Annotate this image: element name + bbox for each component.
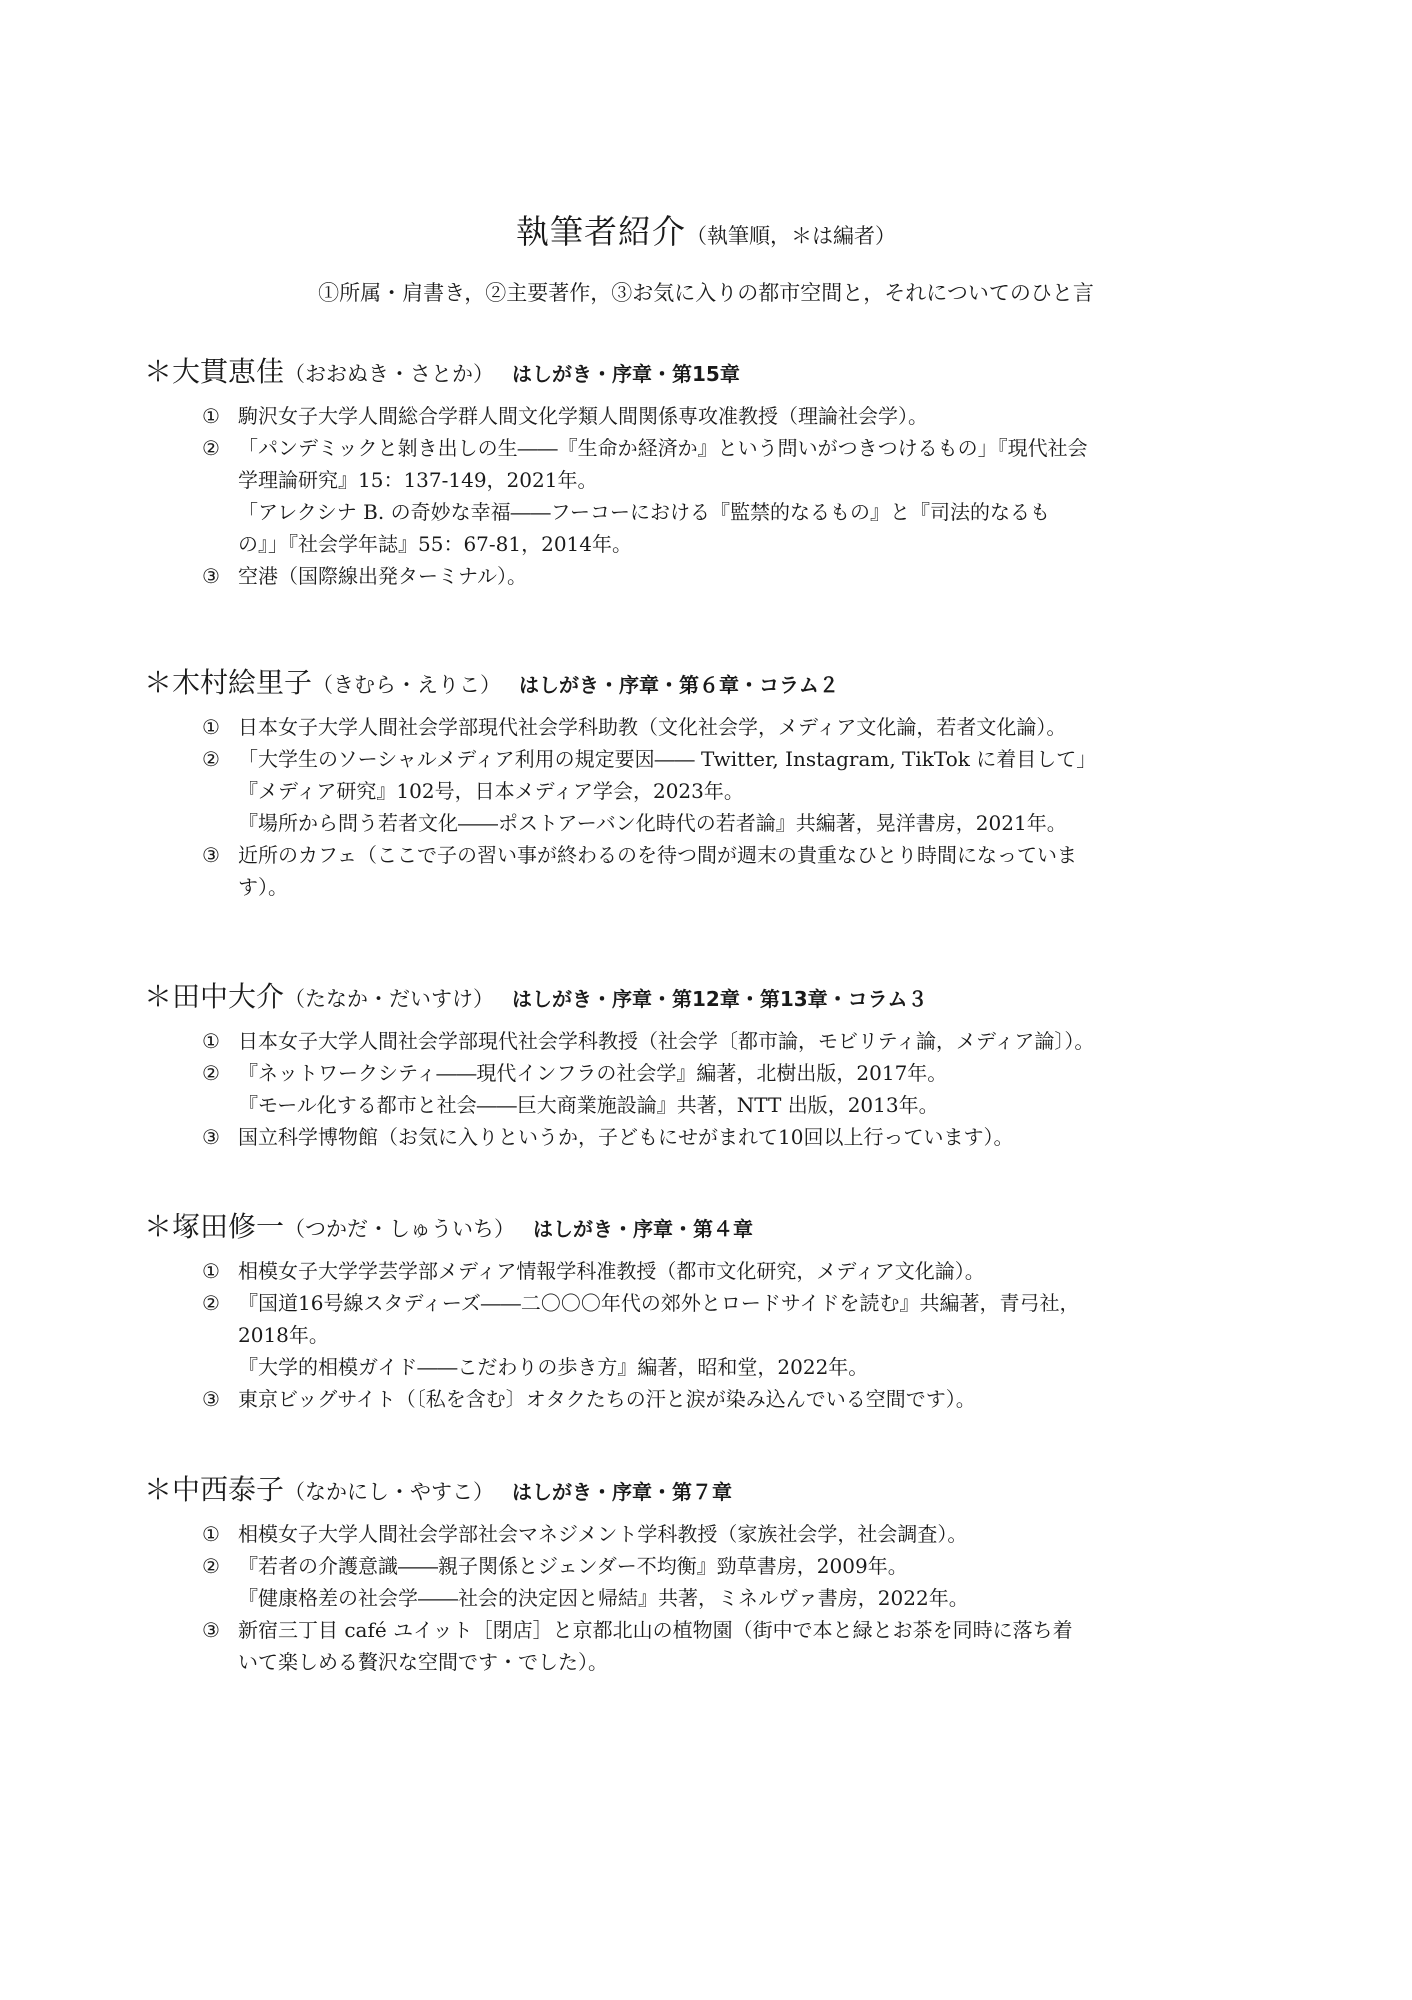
author-reading: （おおぬき・さとか） bbox=[284, 362, 495, 386]
favorite-place-item bbox=[144, 839, 1238, 903]
favorite-place-item bbox=[144, 1121, 1238, 1153]
item-text: 相模女子大学学芸学部メディア情報学科准教授（都市文化研究，メディア文化論）。 bbox=[238, 1259, 985, 1283]
item-number: ① bbox=[202, 1259, 220, 1283]
item-text: 学理論研究』15：137-149，2021年。 bbox=[238, 468, 598, 492]
item-text: 「アレクシナ B. の奇妙な幸福――フーコーにおける『監禁的なるもの』と『司法的なるも bbox=[238, 500, 1050, 524]
author-chapters: はしがき・序章・第７章 bbox=[512, 1480, 733, 1504]
author-heading bbox=[144, 661, 1274, 705]
author-heading bbox=[144, 975, 1274, 1019]
author-entry bbox=[144, 350, 1274, 592]
item-text: 日本女子大学人間社会学部現代社会学科助教（文化社会学，メディア文化論，若者文化論）。 bbox=[238, 715, 1067, 739]
works-item bbox=[144, 1550, 1238, 1614]
item-number: ② bbox=[202, 1061, 220, 1085]
item-number: ③ bbox=[202, 843, 220, 867]
works-item bbox=[144, 743, 1238, 839]
favorite-place-item bbox=[144, 1383, 1238, 1415]
item-text: 『メディア研究』102号，日本メディア学会，2023年。 bbox=[238, 779, 744, 803]
author-entry bbox=[144, 1468, 1274, 1678]
author-name: ＊田中大介 bbox=[144, 980, 285, 1013]
author-name: ＊大貫恵佳 bbox=[144, 355, 285, 388]
item-number: ② bbox=[202, 1291, 220, 1315]
item-text: 東京ビッグサイト（〔私を含む〕オタクたちの汗と涙が染み込んでいる空間です）。 bbox=[238, 1387, 976, 1411]
works-item bbox=[144, 432, 1238, 560]
title-sub: （執筆順，＊は編者） bbox=[686, 224, 896, 248]
item-number: ② bbox=[202, 436, 220, 460]
affiliation-item bbox=[144, 1518, 1238, 1550]
title-main: 執筆者紹介 bbox=[516, 212, 686, 251]
author-reading: （なかにし・やすこ） bbox=[284, 1480, 495, 1504]
author-chapters: はしがき・序章・第15章 bbox=[512, 362, 740, 386]
item-number: ① bbox=[202, 1522, 220, 1546]
author-entry bbox=[144, 975, 1274, 1153]
item-text: 相模女子大学人間社会学部社会マネジメント学科教授（家族社会学，社会調査）。 bbox=[238, 1522, 968, 1546]
affiliation-item bbox=[144, 400, 1238, 432]
item-number: ① bbox=[202, 1029, 220, 1053]
item-text: 空港（国際線出発ターミナル）。 bbox=[238, 564, 527, 588]
item-text: 『健康格差の社会学――社会的決定因と帰結』共著，ミネルヴァ書房，2022年。 bbox=[238, 1586, 969, 1610]
item-number: ③ bbox=[202, 1125, 220, 1149]
item-number: ① bbox=[202, 404, 220, 428]
item-text: 「大学生のソーシャルメディア利用の規定要因―― Twitter, Instagram, TikTok に着目して」 bbox=[238, 747, 1097, 771]
author-entry bbox=[144, 661, 1274, 903]
affiliation-item bbox=[144, 1255, 1238, 1287]
works-item bbox=[144, 1057, 1238, 1121]
author-name: ＊木村絵里子 bbox=[144, 666, 313, 699]
favorite-place-item bbox=[144, 560, 1238, 592]
author-chapters: はしがき・序章・第６章・コラム２ bbox=[519, 673, 839, 697]
item-text: 駒沢女子大学人間総合学群人間文化学類人間関係専攻准教授（理論社会学）。 bbox=[238, 404, 928, 428]
item-number: ② bbox=[202, 747, 220, 771]
author-chapters: はしがき・序章・第４章 bbox=[533, 1217, 754, 1241]
item-number: ② bbox=[202, 1554, 220, 1578]
author-heading bbox=[144, 350, 1274, 394]
affiliation-item bbox=[144, 1025, 1238, 1057]
author-heading bbox=[144, 1205, 1274, 1249]
favorite-place-item bbox=[144, 1614, 1238, 1678]
item-text: いて楽しめる贅沢な空間です・でした）。 bbox=[238, 1650, 608, 1674]
legend-line: ①所属・肩書き，②主要著作，③お気に入りの都市空間と，それについてのひと言 bbox=[318, 281, 1094, 305]
author-reading: （きむら・えりこ） bbox=[312, 673, 502, 697]
author-name: ＊中西泰子 bbox=[144, 1473, 285, 1506]
author-entry bbox=[144, 1205, 1274, 1415]
item-text: す）。 bbox=[238, 875, 288, 899]
item-text: 『若者の介護意識――親子関係とジェンダー不均衡』勁草書房，2009年。 bbox=[238, 1554, 908, 1578]
item-number: ③ bbox=[202, 564, 220, 588]
item-text: 日本女子大学人間社会学部現代社会学科教授（社会学〔都市論，モビリティ論，メディア論〕）。 bbox=[238, 1029, 1095, 1053]
author-reading: （たなか・だいすけ） bbox=[284, 987, 495, 1011]
item-text: 『国道16号線スタディーズ――二〇〇〇年代の郊外とロードサイドを読む』共編著，青弓社， bbox=[238, 1291, 1080, 1315]
item-number: ③ bbox=[202, 1387, 220, 1411]
item-number: ③ bbox=[202, 1618, 220, 1642]
item-number: ① bbox=[202, 715, 220, 739]
item-text: 『大学的相模ガイド――こだわりの歩き方』編著，昭和堂，2022年。 bbox=[238, 1355, 869, 1379]
affiliation-item bbox=[144, 711, 1238, 743]
item-text: 2018年。 bbox=[238, 1323, 329, 1347]
item-text: 『ネットワークシティ――現代インフラの社会学』編著，北樹出版，2017年。 bbox=[238, 1061, 948, 1085]
item-text: の』」『社会学年誌』55：67-81，2014年。 bbox=[238, 532, 633, 556]
page-title bbox=[0, 206, 1412, 253]
author-name: ＊塚田修一 bbox=[144, 1210, 285, 1243]
item-text: 『場所から問う若者文化――ポストアーバン化時代の若者論』共編著，晃洋書房，2021年。 bbox=[238, 811, 1067, 835]
item-text: 新宿三丁目 café ユイット［閉店］と京都北山の植物園（街中で本と緑とお茶を同時に落ち着 bbox=[238, 1618, 1073, 1642]
item-text: 近所のカフェ（ここで子の習い事が終わるのを待つ間が週末の貴重なひとり時間になっていま bbox=[238, 843, 1077, 867]
author-reading: （つかだ・しゅういち） bbox=[284, 1217, 516, 1241]
item-text: 「パンデミックと剝き出しの生――『生命か経済か』という問いがつきつけるもの」『現代社会 bbox=[238, 436, 1088, 460]
item-text: 国立科学博物館（お気に入りというか，子どもにせがまれて10回以上行っています）。 bbox=[238, 1125, 1014, 1149]
author-chapters: はしがき・序章・第12章・第13章・コラム３ bbox=[512, 987, 928, 1011]
item-text: 『モール化する都市と社会――巨大商業施設論』共著，NTT 出版，2013年。 bbox=[238, 1093, 939, 1117]
works-item bbox=[144, 1287, 1238, 1383]
author-heading bbox=[144, 1468, 1274, 1512]
